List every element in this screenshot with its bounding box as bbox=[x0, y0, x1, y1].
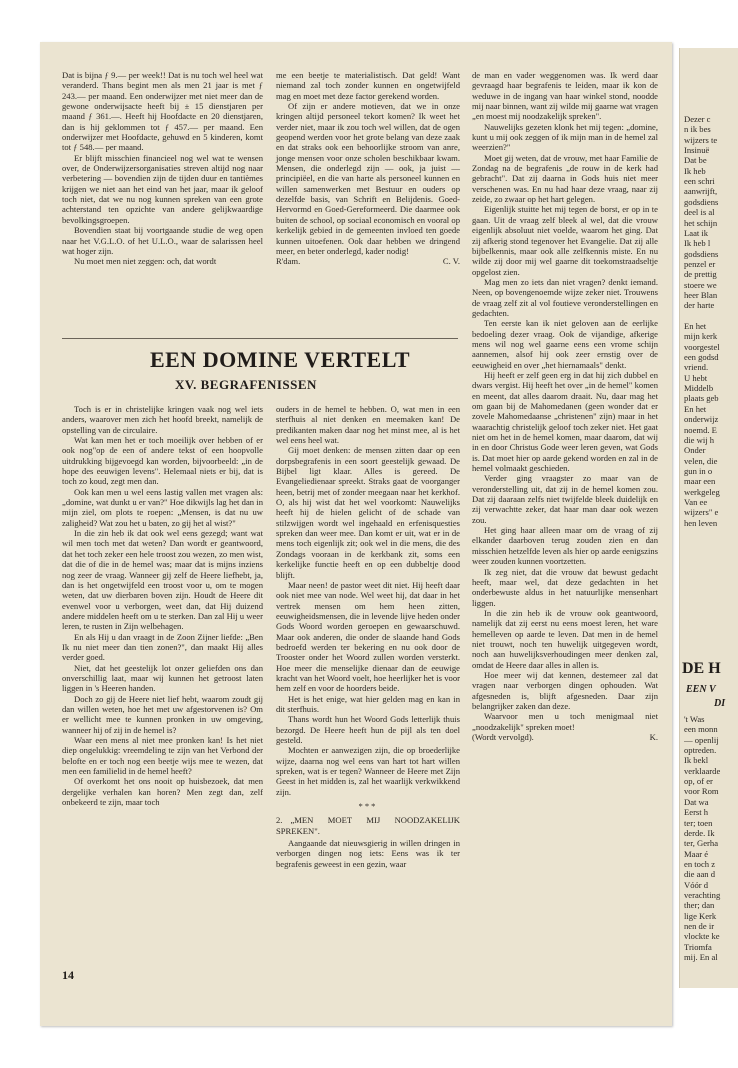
adjacent-page-line: godsdiens bbox=[684, 248, 719, 259]
adjacent-page-line: n ik bes bbox=[684, 124, 711, 135]
section-heading bbox=[276, 815, 460, 836]
adjacent-page-line: Onder bbox=[684, 445, 706, 456]
adjacent-page-line: het schijn bbox=[684, 217, 718, 228]
adjacent-page-line: maar een bbox=[684, 476, 716, 487]
adjacent-page-line: optreden. bbox=[684, 745, 717, 756]
adjacent-page-line: heer Blan bbox=[684, 289, 718, 300]
paragraph: Nauwelijks gezeten klonk het mij tegen: „domine, kunt u mij ook zeggen of ik mijn man in de hemel zal weerzien?" bbox=[472, 121, 658, 153]
paragraph: In die zin heb ik de vrouw ook geantwoord, namelijk dat zij eerst nu eens moest leren, het ware hemelleven op aarde te leven. Dat men in de hemel niet trouwt, noch ten huwelijk uitgegeven wordt, noch aan huwelijksverhoudingen meer denken zal, omdat de Heere daar alles in allen is. bbox=[472, 607, 658, 670]
adjacent-page-line: mijn kerk bbox=[684, 331, 718, 342]
paragraph: En als Hij u dan vraagt in de Zoon Zijner liefde: „Ben Ik nu niet meer dan tien zonen?", dan maakt Hij alles verder goed. bbox=[62, 631, 263, 663]
continuation-footer bbox=[472, 732, 658, 742]
adjacent-page-line: die wij h bbox=[684, 434, 715, 445]
adjacent-page-line: Dat be bbox=[684, 155, 707, 166]
adjacent-page-line: Vóór d bbox=[684, 879, 709, 890]
adjacent-page-line: En het bbox=[684, 321, 707, 331]
paragraph: ouders in de hemel te hebben. O, wat men in een sterfhuis al niet denken en meemaken kan! De predikanten maken daar nog het minst mee, al is het wel eens heel wat. bbox=[276, 404, 460, 446]
author-signature bbox=[276, 256, 460, 266]
paragraph: Nu moet men niet zeggen: och, dat wordt bbox=[74, 256, 217, 267]
adjacent-page-line: vlockte ke bbox=[684, 931, 720, 942]
adjacent-page-line: penzel er bbox=[684, 258, 716, 269]
adjacent-page-line: Ik heb bbox=[684, 165, 706, 176]
adjacent-page-line: verachting bbox=[684, 889, 721, 900]
adjacent-page-line: Van ee bbox=[684, 496, 708, 507]
adjacent-page-line: Ik bekl bbox=[684, 755, 709, 766]
paragraph: Mochten er aanwezigen zijn, die op broederlijke wijze, daarna nog wel eens van hart tot hart willen spreken, wat is er tegen? Wanneer de Heere met Zijn Geest in het midden is, zal het waarlijk verkwikkend zijn. bbox=[276, 745, 460, 797]
adjacent-page-line: wijzers" e bbox=[684, 507, 719, 518]
paragraph: Hij heeft er zelf geen erg in dat hij zich dubbel en dwars vergist. Hij heeft het over „in de hemel" komen en meent, dat alles daarom draait. Nu, daar mag het om gaan bij de Mahomedanen (geen wonder dat er zovele Mahomedaanse „christenen" zijn) maar in het waarachtig christelijk geloof toch zeker niet. Het gaat niet om het in de hemel komen, maar daarom, dat wij in en door Christus Gode weer leren geven, wat Gods is. Dat moet hier op aarde gekend worden en zal in de hemel volmaakt geschieden. bbox=[472, 369, 658, 474]
adjacent-page-line: Dezer c bbox=[684, 114, 711, 124]
adjacent-page-line: mij. En al bbox=[684, 952, 718, 963]
adjacent-page-line: derde. Ik bbox=[684, 827, 715, 838]
adjacent-page-strip bbox=[679, 48, 738, 988]
adjacent-page-line: vriend. bbox=[684, 362, 709, 373]
adjacent-page-line: een godsd bbox=[684, 352, 719, 363]
paragraph: Hoe meer wij dat kennen, destemeer zal dat vragen naar verborgen dingen ophouden. Wat afgesneden is, blijft afgesneden. Daar zijn belangrijker zaken dan deze. bbox=[472, 669, 658, 711]
paragraph: me een beetje te materialistisch. Dat geld! Want niemand zal toch zonder kunnen en ongetwijfeld mag en moet met deze factor gerekend worden. bbox=[276, 70, 460, 101]
signature-place: R'dam. bbox=[276, 256, 301, 267]
paragraph: Of zijn er andere motieven, dat we in onze kringen altijd personeel tekort komen? Ik weet het verder niet, maar ik zou toch wel willen, dat de ogen geopend werden voor het grote belang van deze zaak en dat straks ook een behoorlijke stroom van anre, jonge mensen voor onze scholen beschikbaar kwam. Mensen, die onderlegd zijn — ook, ja juist — principiëel, en die van harte als personeel kunnen en willen samenwerken met Bestuur en ouders op dezelfde basis, van Schrift en Belijdenis. Goed-Hervormd en Goed-Gereformeerd. Die daarmee ook buiten de school, op sociaal economisch en vooral op kerkelijk gebied in de gemeenten invloed ten goede kunnen uitoefenen. Ook daar hebben we dringend meer, en beter onderlegd, kader nodig! bbox=[276, 101, 460, 256]
adjacent-page-line: voor Rom bbox=[684, 786, 719, 797]
paragraph: Waar een mens al niet mee pronken kan! Is het niet diep ongelukkig: vreemdeling te zijn van het Verbond der belofte en er toch nog een beetje wijs mee te wezen, dat men een familielid in de hemel heeft? bbox=[62, 735, 263, 777]
adjacent-page-line: hen leven bbox=[684, 517, 718, 528]
adjacent-page-line: — openlij bbox=[684, 734, 719, 745]
top-column-1 bbox=[62, 70, 263, 267]
adjacent-page-line: Laat ik bbox=[684, 227, 709, 238]
adjacent-page-line: voorgestel bbox=[684, 341, 720, 352]
paragraph: Moet gij weten, dat de vrouw, met haar Familie de Zondag na de begrafenis „de rouw in de kerk had gebracht". Dat zij daarna in Gods huis niet meer verschenen was. En nu had haar deze vraag, naar zij zeide, zo zwaar op het hart gelegen. bbox=[472, 152, 658, 205]
adjacent-page-line: Maar é bbox=[684, 848, 709, 859]
adjacent-page-line: plaats geb bbox=[684, 393, 719, 404]
adjacent-page-line: nen de ir bbox=[684, 921, 715, 931]
adjacent-page-line: lige Kerk bbox=[684, 910, 717, 921]
adjacent-page-line: deel is al bbox=[684, 207, 715, 218]
separator-rule bbox=[62, 338, 458, 339]
paragraph: Gij moet denken: de mensen zitten daar op een dorpsbegrafenis in een soort geestelijk gewaad. De Bijbel ligt klaar. Alles is gereed. De Evangeliedienaar spreekt. Straks gaat de voorganger heen, betrij met of zonder meegaan naar het kerkhof. O, als hij wist dat het wel voorkomt: Nauwelijks heeft hij de hielen gelicht of de schade van stilzwijgen wordt wel ingehaald en erfenisquesties spreken dan weer mee. Dan komt er uit, wat er in de mens toch eigenlijk zit; ook wel in die mens, die des Zondags vooraan in de kerkbank zit, soms een kerkelijke functie heeft en op een dubbeltje dood blijft. bbox=[276, 445, 460, 580]
adjacent-page-line: de prettig bbox=[684, 269, 717, 280]
paragraph: Het is het enige, wat hier gelden mag en kan in dit sterfhuis. bbox=[276, 693, 460, 714]
paragraph: Maar neen! de pastor weet dit niet. Hij heeft daar ook niet mee van node. Wel weet hij, dat daar in het vertrek mensen om hem heen zitten, eeuwigheidsmensen, die in levende lijve heden onder Gods Woord worden geroepen en gewaarschuwd. Maar ook anderen, die onder de slaande hand Gods bedroefd werden ter bekering en nu ook door de Trooster onder het Woord zullen worden versterkt. Hoe meer die menselijke dienaar dan de eeuwige kracht van het Woord voelt, hoe heerlijker het is voor hem zelf en voor de hoorders beide. bbox=[276, 579, 460, 694]
adjacent-page-line: Insinuë bbox=[684, 145, 710, 156]
paragraph: Niet, dat het geestelijk lot onzer geliefden ons dan onverschillig laat, maar wij kunnen het getroost laten liggen in 's Heeren handen. bbox=[62, 662, 263, 694]
paragraph: Thans wordt hun het Woord Gods letterlijk thuis bezorgd. De Heere heeft hun de pijl als ten doel gesteld. bbox=[276, 714, 460, 745]
paragraph: Er blijft misschien financieel nog wel wat te wensen over, de Onderwijzersorganisaties streven altijd nog naar verbetering — bovendien zijn de tijden duur en tantièmes krijgen we niet aan het eind van het jaar, maar ik geloof toch niet, dat we nu nog kunnen spreken van een grote achterstand ten opzichte van andere gelijkwaardige bevolkingsgroepen. bbox=[62, 152, 263, 225]
adjacent-page-line: Dat wa bbox=[684, 796, 709, 807]
paragraph: Verder ging vraagster zo maar van de veronderstelling uit, dat zij in de hemel komen zou. Dat zij daaraan zelfs niet twijfelde bleek duidelijk en zij verwachtte zeker, dat haar man daar ook wezen zou. bbox=[472, 473, 658, 525]
paragraph: de man en vader weggenomen was. Ik werd daar gevraagd haar begrafenis te leiden, maar ik kon de weduwe in de ingang van haar winkel stond, noodde mij naar binnen, want zij wilde mij gaarne wat vragen „en moest mij noodzakelijk spreken". bbox=[472, 70, 658, 122]
paragraph: Ook kan men u wel eens lastig vallen met vragen als: „domine, wat dunkt u er van?" Hoe dikwijls lag het dan in mijn ziel, om plots te roepen: „Mensen, is dat nu uw zaligheid? Wat zou het u baten, zo gij het al wist?" bbox=[62, 486, 263, 528]
section-number: 2. bbox=[276, 815, 283, 826]
adjacent-page-line: wijzers te bbox=[684, 134, 718, 145]
adjacent-page-line: Eerst h bbox=[684, 807, 709, 818]
adjacent-page-line: velen, die bbox=[684, 455, 718, 466]
paragraph: Eigenlijk stuitte het mij tegen de borst, er op in te gaan. Uit de vraag zelf bleek al wel, dat die vrouw eigenlijk absoluut niet voelde, waarom het ging. Dat zij afkerig stond tegenover het Evangelie. Dat zij alle bijbelkennis, maar ook alle zelfkennis miste. En nu wilde zij door mij wel gaarne dit toekomstraadseltje opgelost zien. bbox=[472, 204, 658, 277]
article-headline: EEN DOMINE VERTELT bbox=[149, 347, 411, 372]
page-number: 14 bbox=[62, 968, 74, 982]
article-column-1 bbox=[62, 404, 263, 807]
paragraph: Wat kan men het er toch moeilijk over hebben of er ook nog"op de een of andere tekst of een hoopvolle uitdrukking bijgevoegd kan worden, bijvoorbeeld: „in de hope des eeuwigen levens". Helemaal niets er bij, dat is toch zo koud, zegt men dan. bbox=[62, 435, 263, 487]
top-column-3 bbox=[472, 70, 658, 742]
section-divider-stars: *** bbox=[358, 801, 378, 812]
adjacent-page-line: ter, Gerha bbox=[684, 838, 719, 849]
adjacent-page-line: Ik heb l bbox=[684, 238, 711, 249]
adjacent-page-line: stoere we bbox=[684, 279, 717, 290]
paragraph: Ten eerste kan ik niet geloven aan de eerlijke bedoeling dezer vraag. Ook de vijandige, afkerige mens wil nog wel gaarne eens een vrome schijn aannemen, alsof hij ook zeer ernstig over de eeuwigheid en over „het hiernamaals" denkt. bbox=[472, 318, 658, 370]
adjacent-page-line: werkgeleg bbox=[684, 486, 720, 497]
adjacent-page-line: een monn bbox=[684, 724, 718, 735]
adjacent-page-line: godsdiens bbox=[684, 196, 719, 207]
top-column-2 bbox=[276, 70, 460, 267]
adjacent-page-line: En het bbox=[684, 403, 707, 414]
to-be-continued: (Wordt vervolgd). bbox=[472, 732, 534, 742]
paragraph: In die zin heb ik dat ook wel eens gezegd; want wat wil men toch met dat weten? Dan wordt er geantwoord, dat het toch zeker een hele troost zou wezen, zo men wist, dat die of die in de hemel was; maar dat is mijns inziens nog zeer de vraag. Wanneer gij zelf de Heere liefhebt, ja, dan is het ongetwijfeld een troost voor u, om te mogen weten, dat uw dierbaren boven zijn. Houdt de Heere dit evenwel voor u verborgen, weet dan, dat Hij duizend andere middelen heeft om u te sterken. Dan zal Hij u weer leren, te rusten in Zijn welbehagen. bbox=[62, 528, 263, 632]
paragraph: Mag men zo iets dan niet vragen? denkt iemand. Neen, op bovengenoemde wijze zeker niet. Trouwens de vraag zelf zit al vol foutieve veronderstellingen en gedachten. bbox=[472, 276, 658, 318]
paragraph: Het ging haar alleen maar om de vraag of zij elkander daarboven terug zouden zien en dan misschien hetzelfde leven als hier op aarde eenigszins weer zouden kunnen voortzetten. bbox=[472, 525, 658, 567]
paragraph: Toch is er in christelijke kringen vaak nog wel iets anders, waarover men zich het hoofd breekt, namelijk de opstelling van de circulaire. bbox=[62, 404, 263, 435]
adjacent-page-line: aanwrijft, bbox=[684, 186, 718, 197]
adjacent-page-line: noemd. E bbox=[684, 424, 717, 435]
adjacent-page-line: die aan d bbox=[684, 869, 716, 880]
paragraph: Aangaande dat nieuwsgierig in willen dringen in verborgen dingen nog iets: Eens was ik ter begrafenis geweest in een gezin, waar bbox=[276, 838, 460, 869]
adjacent-page-subheadline: EEN V bbox=[686, 684, 716, 695]
adjacent-page-line: 't Was bbox=[684, 714, 705, 724]
adjacent-page-subheadline-2: DI bbox=[714, 698, 726, 709]
article-column-2 bbox=[276, 404, 460, 869]
adjacent-page-line: ther; dan bbox=[684, 900, 715, 911]
adjacent-page-line: verklaarde bbox=[684, 765, 721, 776]
adjacent-page-line: der harte bbox=[684, 300, 715, 311]
adjacent-page-line: gun in o bbox=[684, 465, 713, 476]
adjacent-page-line: en toch z bbox=[684, 858, 716, 869]
adjacent-page-line: een schri bbox=[684, 176, 715, 187]
paragraph: Waarvoor men u toch menigmaal niet „noodzakelijk" spreken moet! bbox=[472, 711, 658, 732]
signature-initials: C. V. bbox=[442, 256, 460, 267]
section-title: „MEN MOET MIJ NOODZAKELIJK SPREKEN". bbox=[276, 815, 460, 836]
paragraph: Bovendien staat bij voortgaande studie de weg open naar het V.G.L.O. of het U.L.O., waar de salarissen heel wat hoger zijn. bbox=[62, 225, 263, 256]
adjacent-page-headline: DE H bbox=[682, 660, 721, 677]
paragraph: Ik zeg niet, dat die vrouw dat bewust gedacht heeft, maar wel, dat deze gedachten in het onderbewuste aldus in het natuurlijke mensenhart liggen. bbox=[472, 566, 658, 608]
adjacent-page-line: Triomfa bbox=[684, 941, 712, 952]
author-initial: K. bbox=[649, 732, 658, 742]
adjacent-page-line: ter; toen bbox=[684, 817, 713, 828]
paragraph: Doch zo gij de Heere niet lief hebt, waarom zoudt gij dan willen weten, hoe het met uw afgestorvenen is? Om er wellicht mee te kunnen pronken in uw omgeving, wanneer hij of zij in de hemel is? bbox=[62, 693, 263, 735]
paragraph: Of overkomt het ons nooit op huisbezoek, dat men dergelijke verhalen kan horen? Men zegt dan, zelf onbekeerd te zijn, maar toch bbox=[62, 776, 263, 808]
article-subheadline: XV. BEGRAFENISSEN bbox=[175, 377, 317, 392]
adjacent-page-line: U hebt bbox=[684, 372, 708, 383]
adjacent-page-line: onderwijz bbox=[684, 414, 719, 425]
adjacent-page-line: op, of er bbox=[684, 776, 713, 787]
paragraph: Dat is bijna ƒ 9.— per week!! Dat is nu toch wel heel wat veranderd. Thans begint men als men 21 jaar is met ƒ 243.— per maand. Een onderwijzer met niet meer dan de gewone onderwijsacte heeft bij ± 15 dienstjaren per maand ƒ 361.—. Heeft hij Hoofdacte en 20 dienstjaren, dan is hij geklommen tot ƒ 457.— per maand. Een onderwijzer met Hoofdacte, gehuwd en 5 kinderen, komt tot ƒ 548.— per maand. bbox=[62, 70, 263, 153]
adjacent-page-line: Middelb bbox=[684, 383, 714, 394]
